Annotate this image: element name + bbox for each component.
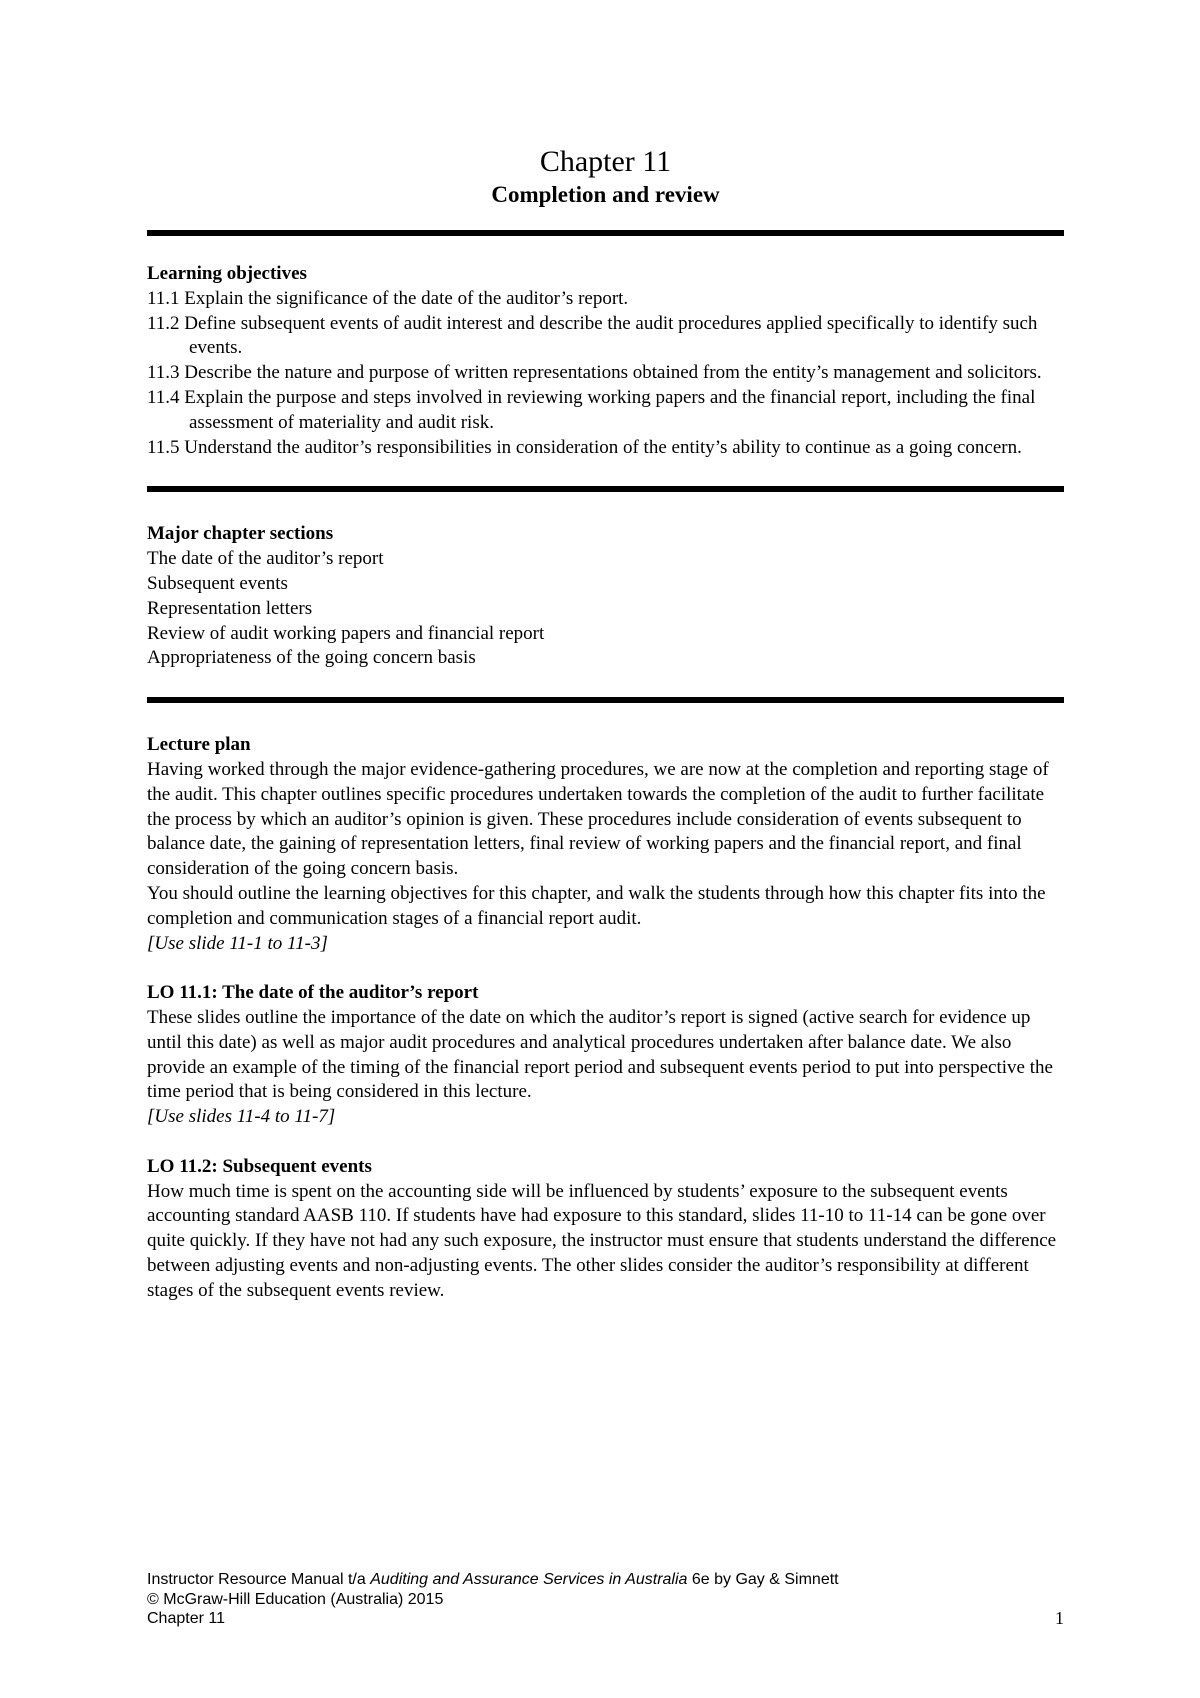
section-list-item: Subsequent events bbox=[147, 572, 288, 594]
footer-copyright: © McGraw-Hill Education (Australia) 2015 bbox=[147, 1590, 444, 1608]
page-number: 1 bbox=[1055, 1608, 1064, 1628]
footer-suffix: 6e by Gay & Simnett bbox=[687, 1571, 839, 1588]
objective-item: 11.3 Describe the nature and purpose of written representations obtained from the entity’s management and solicitors. bbox=[147, 362, 1042, 384]
major-sections-section bbox=[147, 522, 1064, 671]
footer-book-title: Auditing and Assurance Services in Australia bbox=[370, 1571, 688, 1588]
chapter-title: Chapter 11 bbox=[539, 145, 672, 178]
major-sections-heading: Major chapter sections bbox=[147, 523, 334, 545]
objective-item: 11.5 Understand the auditor’s responsibilities in consideration of the entity’s ability to continue as a going concern. bbox=[147, 436, 1022, 458]
lecture-plan-section bbox=[147, 733, 1064, 1303]
slide-note: [Use slide 11-1 to 11-3] bbox=[147, 932, 328, 954]
section-divider bbox=[147, 486, 1064, 492]
lo-11-1-heading: LO 11.1: The date of the auditor’s report bbox=[147, 982, 479, 1004]
page-footer bbox=[147, 1570, 1064, 1629]
lo-11-2-paragraph: How much time is spent on the accounting side will be influenced by students’ exposure to the subsequent events accounting standard AASB 110. If students have had exposure to this standard, slides 11-10 to 11-14 can be gone over quite quickly. If they have not had any such exposure, the instructor must ensure that students understand the difference between adjusting events and non-adjusting events. The other slides consider the auditor’s responsibility at different stages of the subsequent events review. bbox=[147, 1180, 1057, 1301]
section-divider bbox=[147, 230, 1064, 236]
objective-item: 11.4 Explain the purpose and steps involved in reviewing working papers and the financial report, including the final assessment of materiality and audit risk. bbox=[147, 386, 1036, 433]
lo-11-1-paragraph: These slides outline the importance of the date on which the auditor’s report is signed (active search for evidence up until this date) as well as major audit procedures and analytical procedures undertaken after balance date. We also provide an example of the timing of the financial report period and subsequent events period to put into perspective the time period that is being considered in this lecture. bbox=[147, 1006, 1053, 1103]
footer-chapter-row bbox=[147, 1609, 1064, 1629]
objective-item: 11.2 Define subsequent events of audit interest and describe the audit procedures applied specifically to identify such events. bbox=[147, 312, 1038, 359]
section-list-item: Representation letters bbox=[147, 597, 313, 619]
slide-note: [Use slides 11-4 to 11-7] bbox=[147, 1106, 336, 1128]
objective-item: 11.1 Explain the significance of the date of the auditor’s report. bbox=[147, 287, 629, 309]
learning-objectives-section bbox=[147, 262, 1064, 460]
section-list-item: The date of the auditor’s report bbox=[147, 548, 384, 570]
chapter-subtitle: Completion and review bbox=[491, 182, 720, 207]
section-list-item: Review of audit working papers and financial report bbox=[147, 622, 545, 644]
page-content bbox=[147, 144, 1064, 1303]
lecture-plan-paragraph: Having worked through the major evidence-gathering procedures, we are now at the completion and reporting stage of the audit. This chapter outlines specific procedures undertaken towards the completion of the audit to further facilitate the process by which an auditor’s opinion is given. These procedures include consideration of events subsequent to balance date, the gaining of representation letters, final review of working papers and the financial report, and final consideration of the going concern basis. bbox=[147, 758, 1049, 880]
footer-prefix: Instructor Resource Manual t/a bbox=[147, 1571, 371, 1588]
lecture-plan-heading: Lecture plan bbox=[147, 734, 251, 756]
footer-chapter: Chapter 11 bbox=[147, 1610, 225, 1627]
section-list-item: Appropriateness of the going concern basis bbox=[147, 647, 476, 669]
lecture-plan-paragraph: You should outline the learning objectives for this chapter, and walk the students through how this chapter fits into the completion and communication stages of a financial report audit. bbox=[147, 882, 1046, 929]
lo-11-2-heading: LO 11.2: Subsequent events bbox=[147, 1155, 372, 1177]
section-divider bbox=[147, 697, 1064, 703]
learning-objectives-heading: Learning objectives bbox=[147, 263, 307, 284]
footer-source bbox=[147, 1570, 1064, 1590]
